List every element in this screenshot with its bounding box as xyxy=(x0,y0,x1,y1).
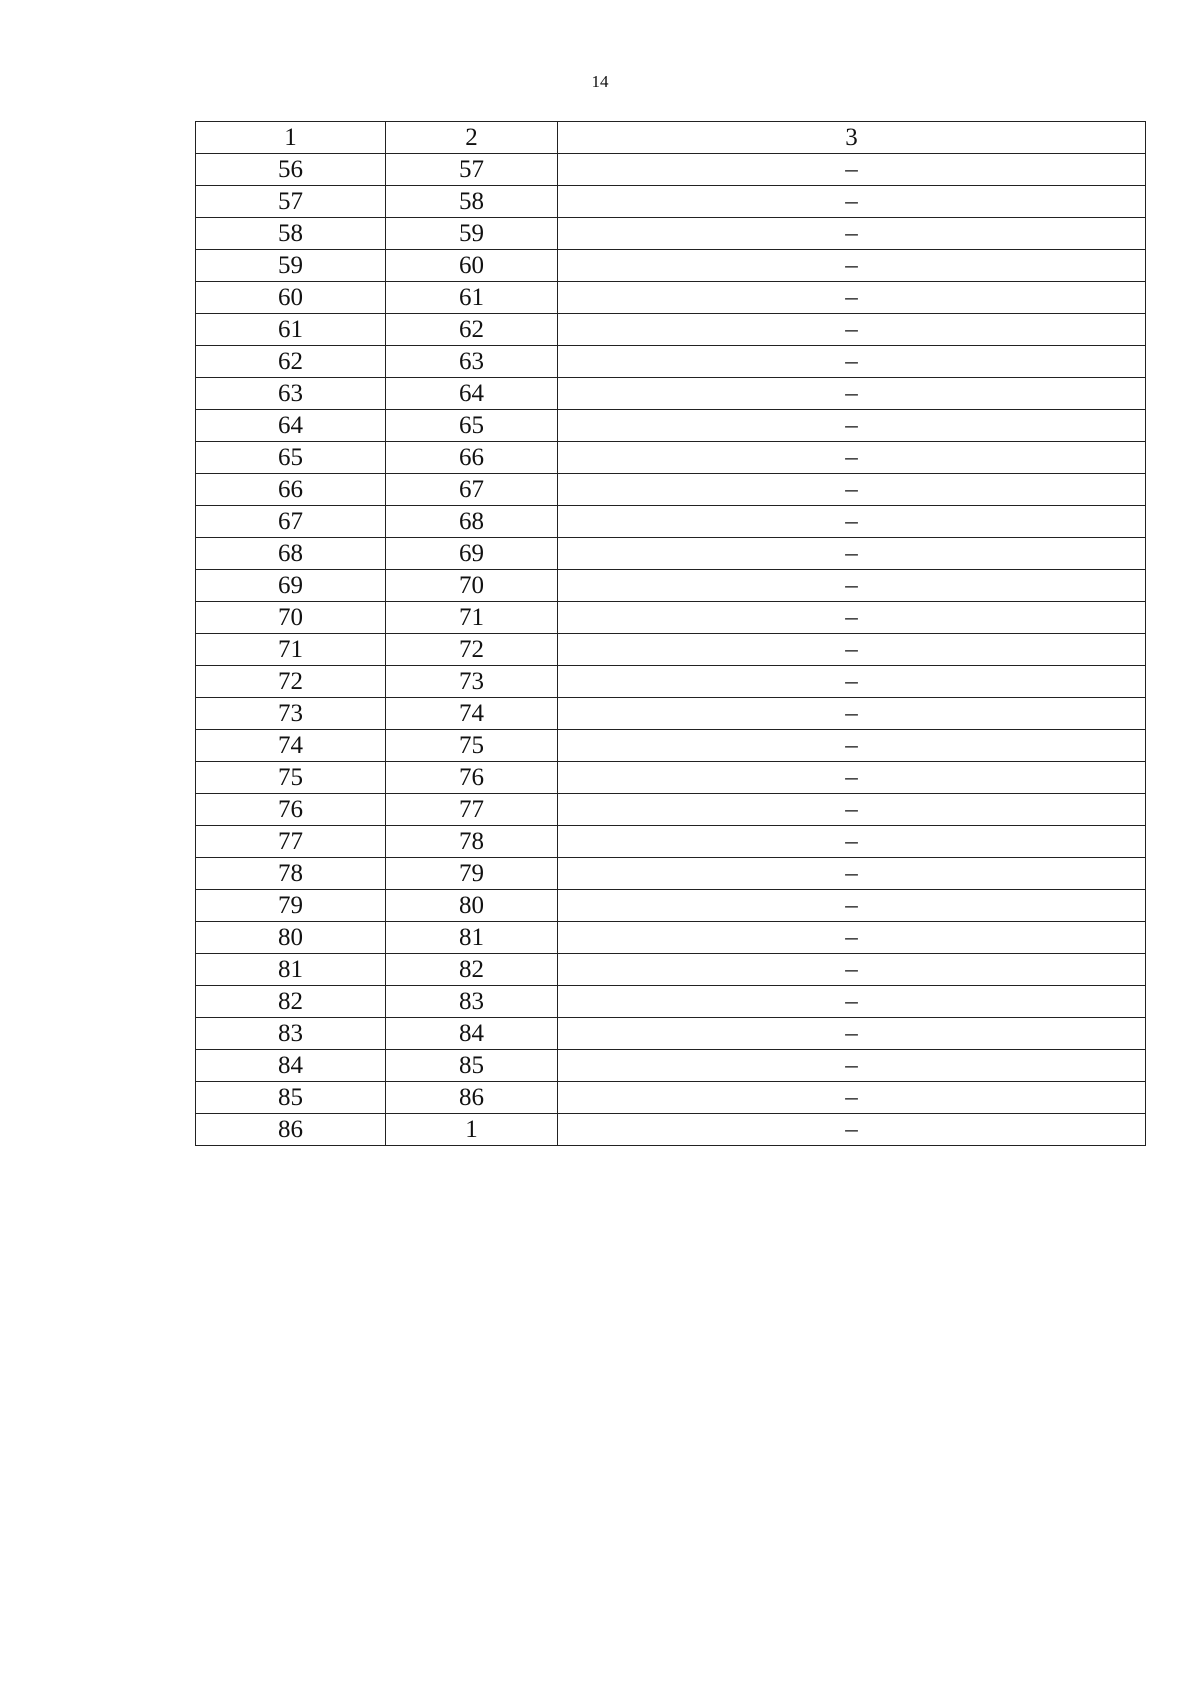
table-row xyxy=(196,922,1146,954)
table-cell-col2: 82 xyxy=(386,954,558,986)
table-cell-col3: – xyxy=(558,314,1146,346)
table-cell-col3: – xyxy=(558,730,1146,762)
table-cell-col1: 63 xyxy=(196,378,386,410)
table-cell-col1: 84 xyxy=(196,1050,386,1082)
table-cell-col1: 58 xyxy=(196,218,386,250)
table-cell-col3: – xyxy=(558,602,1146,634)
table-row xyxy=(196,218,1146,250)
table-cell-col2: 59 xyxy=(386,218,558,250)
table-cell-col1: 82 xyxy=(196,986,386,1018)
table-cell-col1: 60 xyxy=(196,282,386,314)
table-cell-col1: 68 xyxy=(196,538,386,570)
table-row xyxy=(196,570,1146,602)
table-cell-col1: 69 xyxy=(196,570,386,602)
table-cell-col3: – xyxy=(558,826,1146,858)
table-cell-col2: 79 xyxy=(386,858,558,890)
table-row xyxy=(196,474,1146,506)
table-cell-col1: 62 xyxy=(196,346,386,378)
table-cell-col2: 76 xyxy=(386,762,558,794)
table-cell-col2: 65 xyxy=(386,410,558,442)
data-table xyxy=(195,121,1146,1146)
table-cell-col2: 68 xyxy=(386,506,558,538)
table-cell-col2: 77 xyxy=(386,794,558,826)
table-cell-col1: 72 xyxy=(196,666,386,698)
table-cell-col2: 81 xyxy=(386,922,558,954)
table-row xyxy=(196,1082,1146,1114)
table-cell-col3: – xyxy=(558,250,1146,282)
table-row xyxy=(196,346,1146,378)
table-cell-col1: 59 xyxy=(196,250,386,282)
table-cell-col2: 58 xyxy=(386,186,558,218)
table-cell-col2: 69 xyxy=(386,538,558,570)
table-cell-col2: 66 xyxy=(386,442,558,474)
table-row xyxy=(196,858,1146,890)
table-cell-col3: – xyxy=(558,474,1146,506)
page-number: 14 xyxy=(591,72,609,91)
table-row xyxy=(196,634,1146,666)
table-cell-col3: – xyxy=(558,506,1146,538)
table-cell-col3: – xyxy=(558,378,1146,410)
table-row xyxy=(196,826,1146,858)
table-row xyxy=(196,506,1146,538)
table-cell-col3: – xyxy=(558,218,1146,250)
table-row xyxy=(196,794,1146,826)
table-cell-col1: 79 xyxy=(196,890,386,922)
table-cell-col3: – xyxy=(558,794,1146,826)
table-cell-col1: 75 xyxy=(196,762,386,794)
table-cell-col1: 56 xyxy=(196,154,386,186)
table-cell-col1: 81 xyxy=(196,954,386,986)
table-row xyxy=(196,154,1146,186)
table-row xyxy=(196,730,1146,762)
table-row xyxy=(196,954,1146,986)
table-row xyxy=(196,250,1146,282)
table-cell-col1: 77 xyxy=(196,826,386,858)
table-row xyxy=(196,442,1146,474)
table-cell-col2: 62 xyxy=(386,314,558,346)
table-row xyxy=(196,890,1146,922)
table-row xyxy=(196,186,1146,218)
table-cell-col3: – xyxy=(558,538,1146,570)
table-row xyxy=(196,986,1146,1018)
table-cell-col2: 72 xyxy=(386,634,558,666)
table-row xyxy=(196,410,1146,442)
table-cell-col2: 86 xyxy=(386,1082,558,1114)
table-cell-col1: 80 xyxy=(196,922,386,954)
table-cell-col3: – xyxy=(558,1018,1146,1050)
table-cell-col3: – xyxy=(558,1050,1146,1082)
table-row xyxy=(196,602,1146,634)
table-cell-col1: 73 xyxy=(196,698,386,730)
table-row xyxy=(196,282,1146,314)
table-body xyxy=(196,154,1146,1146)
table-cell-col3: – xyxy=(558,666,1146,698)
table-cell-col2: 80 xyxy=(386,890,558,922)
table-row xyxy=(196,378,1146,410)
table-cell-col2: 64 xyxy=(386,378,558,410)
table-cell-col2: 75 xyxy=(386,730,558,762)
table-cell-col1: 70 xyxy=(196,602,386,634)
table-cell-col2: 84 xyxy=(386,1018,558,1050)
table-cell-col3: – xyxy=(558,890,1146,922)
table-cell-col1: 71 xyxy=(196,634,386,666)
table-cell-col2: 83 xyxy=(386,986,558,1018)
table-cell-col2: 60 xyxy=(386,250,558,282)
table-row xyxy=(196,666,1146,698)
table-cell-col3: – xyxy=(558,442,1146,474)
table-cell-col2: 78 xyxy=(386,826,558,858)
table-cell-col3: – xyxy=(558,346,1146,378)
table-cell-col1: 64 xyxy=(196,410,386,442)
table-cell-col3: – xyxy=(558,1082,1146,1114)
table-row xyxy=(196,1050,1146,1082)
table-cell-col2: 71 xyxy=(386,602,558,634)
table-cell-col3: – xyxy=(558,762,1146,794)
table-cell-col3: – xyxy=(558,1114,1146,1146)
table-cell-col2: 61 xyxy=(386,282,558,314)
table-cell-col2: 57 xyxy=(386,154,558,186)
table-cell-col1: 67 xyxy=(196,506,386,538)
table-cell-col3: – xyxy=(558,922,1146,954)
table-header-row xyxy=(196,122,1146,154)
table-cell-col2: 67 xyxy=(386,474,558,506)
table-cell-col1: 66 xyxy=(196,474,386,506)
table-cell-col1: 86 xyxy=(196,1114,386,1146)
table-row xyxy=(196,314,1146,346)
table-cell-col3: – xyxy=(558,954,1146,986)
table-cell-col1: 78 xyxy=(196,858,386,890)
table-cell-col1: 74 xyxy=(196,730,386,762)
table-cell-col2: 1 xyxy=(386,1114,558,1146)
table-cell-col1: 65 xyxy=(196,442,386,474)
table-cell-col2: 74 xyxy=(386,698,558,730)
table-cell-col3: – xyxy=(558,570,1146,602)
table-row xyxy=(196,538,1146,570)
table-cell-col3: – xyxy=(558,410,1146,442)
table-cell-col2: 63 xyxy=(386,346,558,378)
table-cell-col2: 70 xyxy=(386,570,558,602)
table-cell-col1: 85 xyxy=(196,1082,386,1114)
table-cell-col1: 83 xyxy=(196,1018,386,1050)
table-cell-col2: 73 xyxy=(386,666,558,698)
table-cell-col3: – xyxy=(558,698,1146,730)
table-cell-col1: 61 xyxy=(196,314,386,346)
table-cell-col1: 57 xyxy=(196,186,386,218)
table-row xyxy=(196,698,1146,730)
column-header-2: 2 xyxy=(386,122,558,154)
table-cell-col3: – xyxy=(558,634,1146,666)
table-cell-col2: 85 xyxy=(386,1050,558,1082)
table-cell-col3: – xyxy=(558,282,1146,314)
table-row xyxy=(196,762,1146,794)
table-cell-col1: 76 xyxy=(196,794,386,826)
table-cell-col3: – xyxy=(558,986,1146,1018)
table-row xyxy=(196,1018,1146,1050)
column-header-1: 1 xyxy=(196,122,386,154)
table-row xyxy=(196,1114,1146,1146)
table-cell-col3: – xyxy=(558,154,1146,186)
table-cell-col3: – xyxy=(558,186,1146,218)
column-header-3: 3 xyxy=(558,122,1146,154)
table-cell-col3: – xyxy=(558,858,1146,890)
